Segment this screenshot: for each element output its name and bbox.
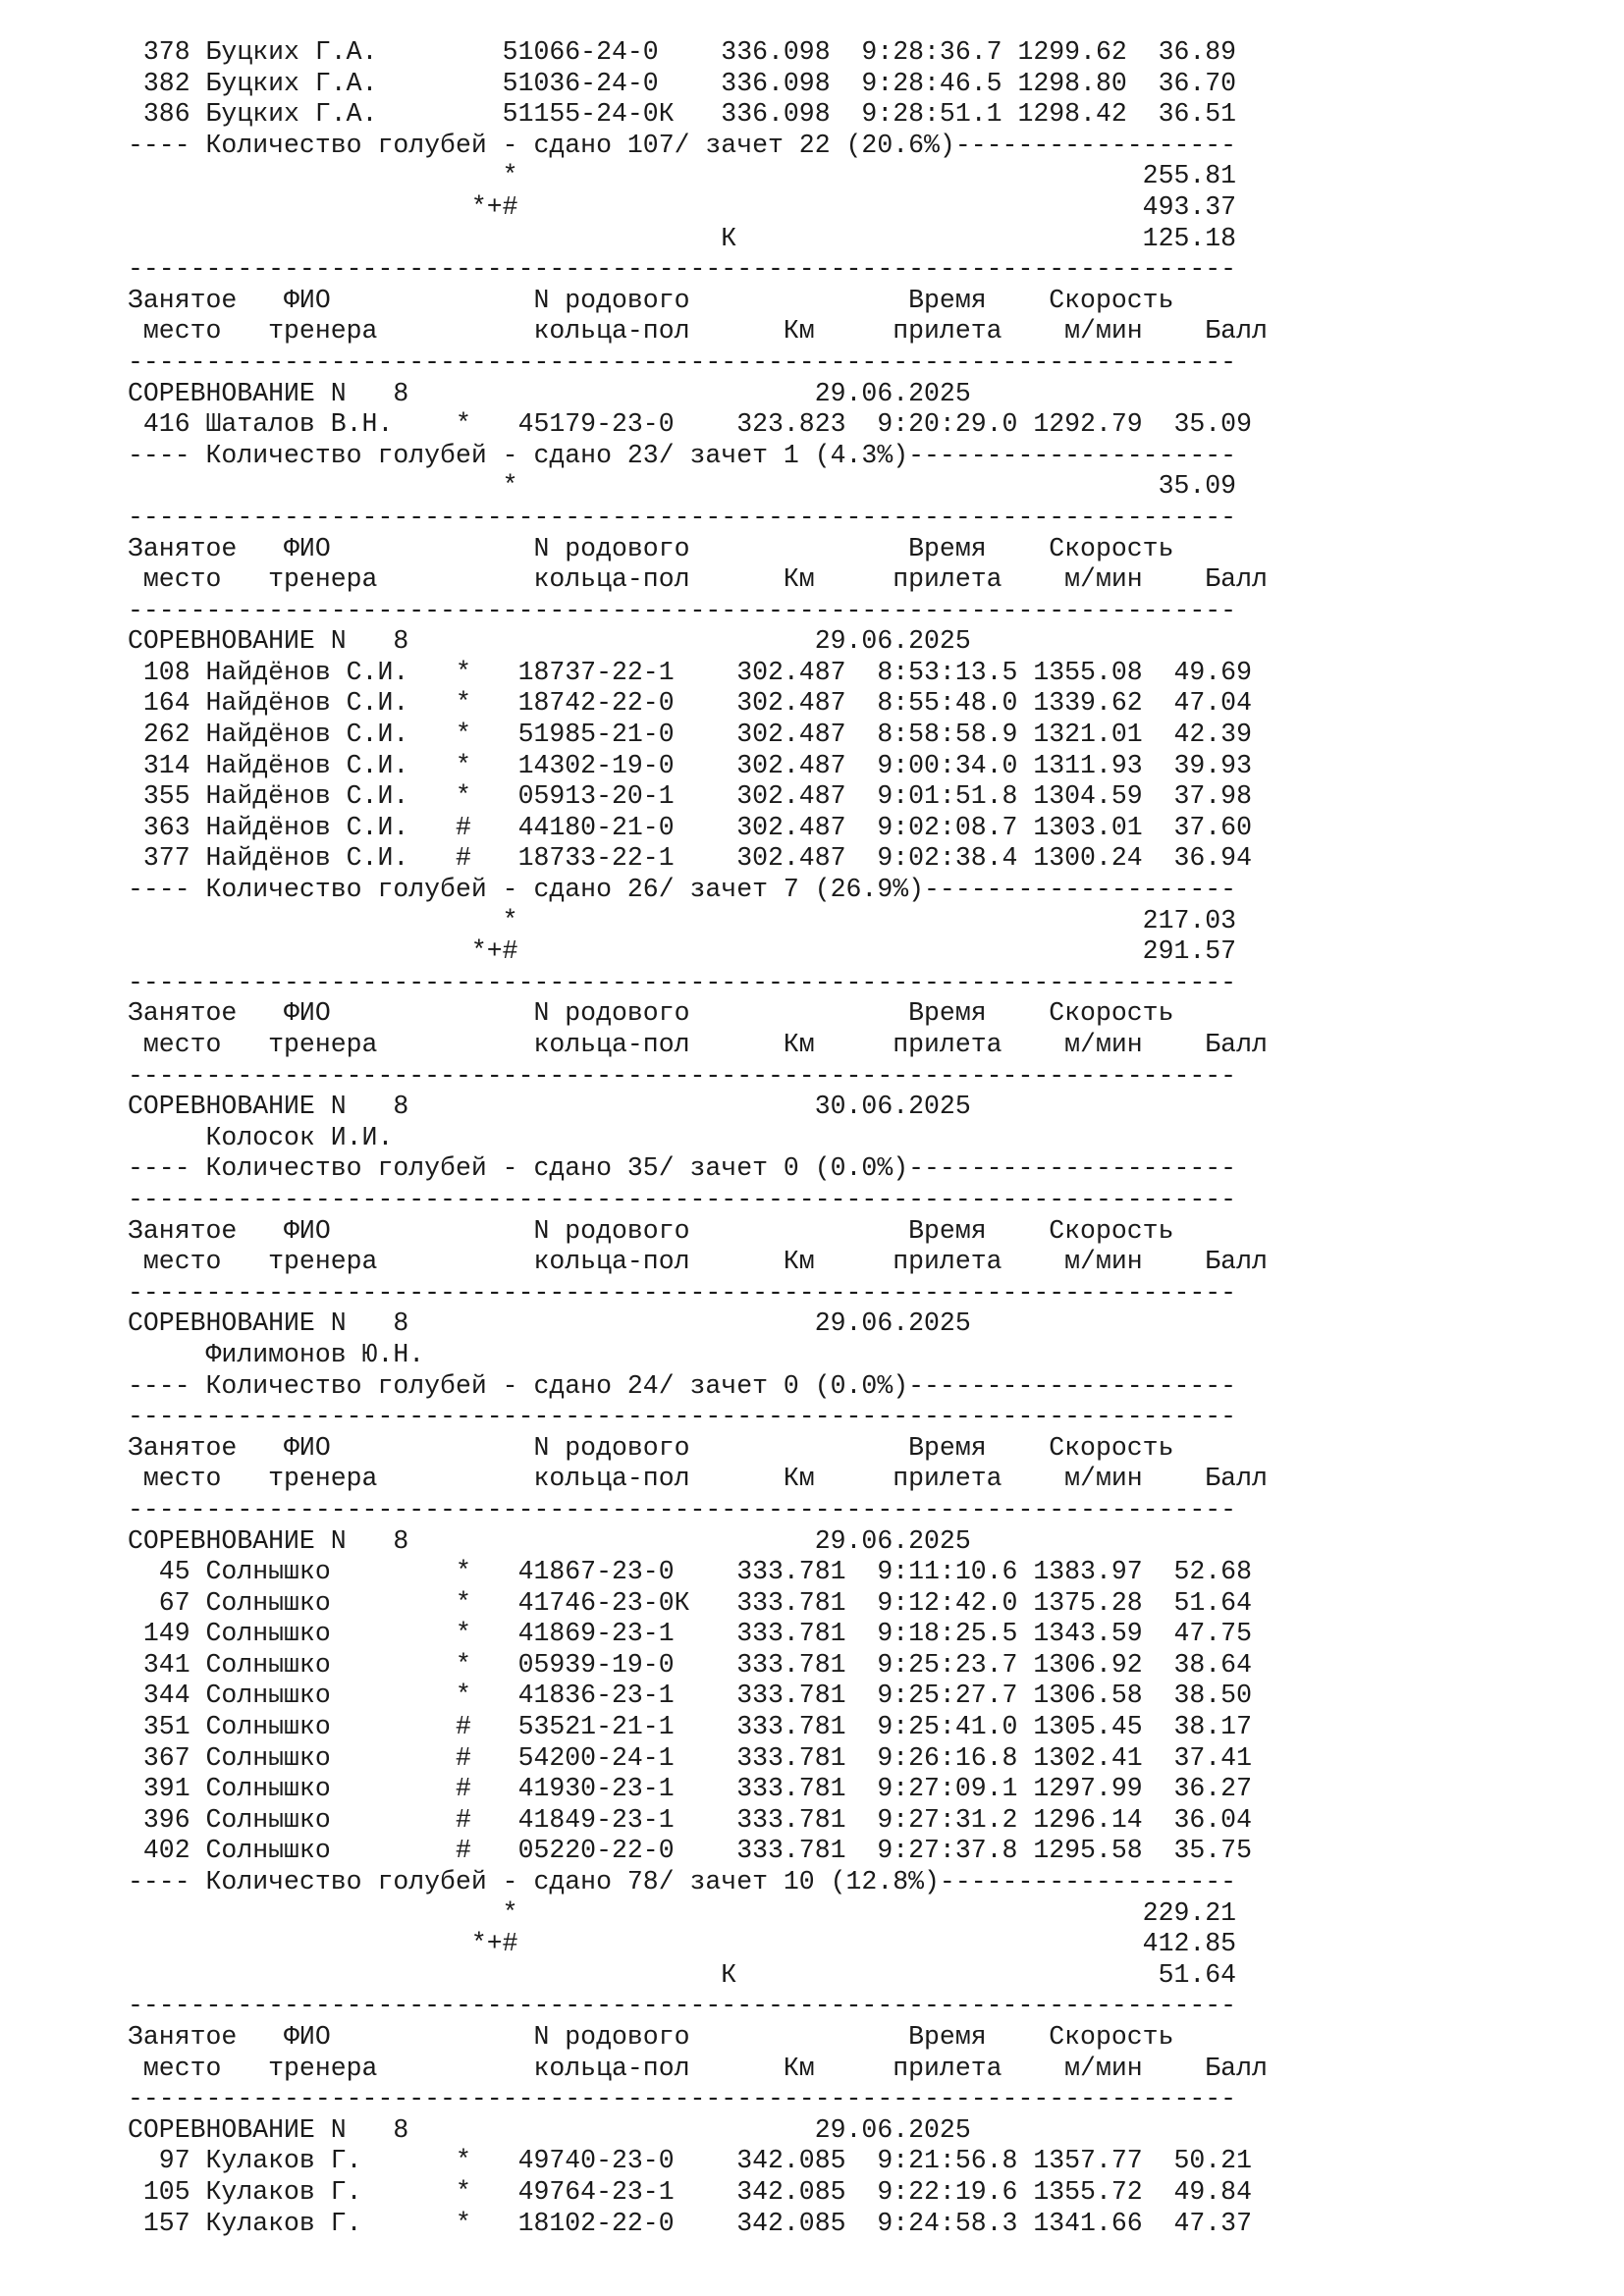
separator-line: ----------------------------------------------------------------------- — [128, 1494, 1237, 1524]
result-row: 341 Солнышко * 05939-19-0 333.781 9:25:23.7 1306.92 38.64 — [128, 1649, 1252, 1680]
results-printout — [128, 37, 1268, 2239]
competition-header: СОРЕВНОВАНИЕ N 8 29.06.2025 — [128, 378, 971, 408]
column-header: Занятое ФИО N родового Время Скорость — [128, 533, 1174, 563]
points-total-line: * 217.03 — [128, 905, 1237, 935]
result-row: 382 Буцких Г.А. 51036-24-0 336.098 9:28:46.5 1298.80 36.70 — [128, 68, 1237, 98]
result-row: 367 Солнышко # 54200-24-1 333.781 9:26:16.8 1302.41 37.41 — [128, 1742, 1252, 1773]
column-header: Занятое ФИО N родового Время Скорость — [128, 285, 1174, 315]
column-header: место тренера кольца-пол Км прилета м/мин Балл — [128, 2053, 1268, 2083]
result-row: 363 Найдёнов С.И. # 44180-21-0 302.487 9:02:08.7 1303.01 37.60 — [128, 812, 1252, 842]
separator-line: ----------------------------------------------------------------------- — [128, 1184, 1237, 1214]
summary-line: ---- Количество голубей - сдано 35/ зачет 0 (0.0%)--------------------- — [128, 1153, 1237, 1184]
separator-line: ----------------------------------------------------------------------- — [128, 254, 1237, 285]
points-total-line: * 229.21 — [128, 1897, 1237, 1928]
column-header: место тренера кольца-пол Км прилета м/мин Балл — [128, 564, 1268, 595]
separator-line: ----------------------------------------------------------------------- — [128, 1060, 1237, 1091]
separator-line: ----------------------------------------------------------------------- — [128, 502, 1237, 532]
points-total-line: * 35.09 — [128, 471, 1237, 502]
separator-line: ----------------------------------------------------------------------- — [128, 1402, 1237, 1432]
result-row: 314 Найдёнов С.И. * 14302-19-0 302.487 9:00:34.0 1311.93 39.93 — [128, 750, 1252, 780]
points-total-line: * 255.81 — [128, 161, 1237, 191]
column-header: место тренера кольца-пол Км прилета м/мин Балл — [128, 316, 1268, 347]
result-row: 45 Солнышко * 41867-23-0 333.781 9:11:10.6 1383.97 52.68 — [128, 1557, 1252, 1587]
points-total-line: К 125.18 — [128, 223, 1237, 253]
column-header: Занятое ФИО N родового Время Скорость — [128, 998, 1174, 1029]
competition-header: СОРЕВНОВАНИЕ N 8 29.06.2025 — [128, 2114, 971, 2145]
result-row: 386 Буцких Г.А. 51155-24-0К 336.098 9:28:51.1 1298.42 36.51 — [128, 99, 1237, 130]
result-row: 402 Солнышко # 05220-22-0 333.781 9:27:37.8 1295.58 35.75 — [128, 1836, 1252, 1866]
separator-line: ----------------------------------------------------------------------- — [128, 967, 1237, 997]
result-row: 396 Солнышко # 41849-23-1 333.781 9:27:31.2 1296.14 36.04 — [128, 1804, 1252, 1835]
column-header: место тренера кольца-пол Км прилета м/мин Балл — [128, 1030, 1268, 1059]
result-row: 377 Найдёнов С.И. # 18733-22-1 302.487 9:02:38.4 1300.24 36.94 — [128, 843, 1252, 874]
competition-header: СОРЕВНОВАНИЕ N 8 30.06.2025 — [128, 1092, 971, 1122]
column-header: Занятое ФИО N родового Время Скорость — [128, 1432, 1174, 1463]
result-row: 391 Солнышко # 41930-23-1 333.781 9:27:09.1 1297.99 36.27 — [128, 1774, 1252, 1804]
competition-header: СОРЕВНОВАНИЕ N 8 29.06.2025 — [128, 1525, 971, 1556]
result-row: 105 Кулаков Г. * 49764-23-1 342.085 9:22:19.6 1355.72 49.84 — [128, 2176, 1252, 2207]
result-row: 108 Найдёнов С.И. * 18737-22-1 302.487 8:53:13.5 1355.08 49.69 — [128, 657, 1252, 687]
result-row: 355 Найдёнов С.И. * 05913-20-1 302.487 9:01:51.8 1304.59 37.98 — [128, 781, 1252, 812]
column-header: место тренера кольца-пол Км прилета м/мин Балл — [128, 1247, 1268, 1277]
separator-line: ----------------------------------------------------------------------- — [128, 2084, 1237, 2114]
text-line: Колосок И.И. — [128, 1122, 394, 1152]
result-row: 416 Шаталов В.Н. * 45179-23-0 323.823 9:20:29.0 1292.79 35.09 — [128, 409, 1252, 440]
separator-line: ----------------------------------------------------------------------- — [128, 347, 1237, 377]
points-total-line: *+# 493.37 — [128, 191, 1237, 222]
separator-line: ----------------------------------------------------------------------- — [128, 1277, 1237, 1308]
column-header: Занятое ФИО N родового Время Скорость — [128, 1215, 1174, 1246]
points-total-line: *+# 291.57 — [128, 936, 1237, 967]
result-row: 149 Солнышко * 41869-23-1 333.781 9:18:25.5 1343.59 47.75 — [128, 1619, 1252, 1649]
competition-header: СОРЕВНОВАНИЕ N 8 29.06.2025 — [128, 626, 971, 657]
text-line: Филимонов Ю.Н. — [128, 1339, 425, 1369]
result-row: 344 Солнышко * 41836-23-1 333.781 9:25:27.7 1306.58 38.50 — [128, 1681, 1252, 1711]
result-row: 164 Найдёнов С.И. * 18742-22-0 302.487 8:55:48.0 1339.62 47.04 — [128, 688, 1252, 719]
summary-line: ---- Количество голубей - сдано 24/ зачет 0 (0.0%)--------------------- — [128, 1370, 1237, 1401]
summary-line: ---- Количество голубей - сдано 23/ зачет 1 (4.3%)--------------------- — [128, 440, 1237, 470]
result-row: 67 Солнышко * 41746-23-0К 333.781 9:12:42.0 1375.28 51.64 — [128, 1587, 1252, 1618]
result-row: 378 Буцких Г.А. 51066-24-0 336.098 9:28:36.7 1299.62 36.89 — [128, 37, 1237, 67]
summary-line: ---- Количество голубей - сдано 26/ зачет 7 (26.9%)-------------------- — [128, 875, 1237, 905]
column-header: Занятое ФИО N родового Время Скорость — [128, 2022, 1174, 2052]
result-row: 262 Найдёнов С.И. * 51985-21-0 302.487 8:58:58.9 1321.01 42.39 — [128, 720, 1252, 750]
points-total-line: *+# 412.85 — [128, 1929, 1237, 1959]
competition-header: СОРЕВНОВАНИЕ N 8 29.06.2025 — [128, 1308, 971, 1339]
result-row: 97 Кулаков Г. * 49740-23-0 342.085 9:21:56.8 1357.77 50.21 — [128, 2146, 1252, 2176]
points-total-line: К 51.64 — [128, 1959, 1237, 1990]
result-row: 351 Солнышко # 53521-21-1 333.781 9:25:41.0 1305.45 38.17 — [128, 1712, 1252, 1742]
separator-line: ----------------------------------------------------------------------- — [128, 595, 1237, 625]
result-row: 157 Кулаков Г. * 18102-22-0 342.085 9:24:58.3 1341.66 47.37 — [128, 2208, 1252, 2238]
separator-line: ----------------------------------------------------------------------- — [128, 1991, 1237, 2021]
summary-line: ---- Количество голубей - сдано 107/ зачет 22 (20.6%)------------------ — [128, 130, 1237, 160]
column-header: место тренера кольца-пол Км прилета м/мин Балл — [128, 1464, 1268, 1494]
summary-line: ---- Количество голубей - сдано 78/ зачет 10 (12.8%)------------------- — [128, 1867, 1237, 1897]
